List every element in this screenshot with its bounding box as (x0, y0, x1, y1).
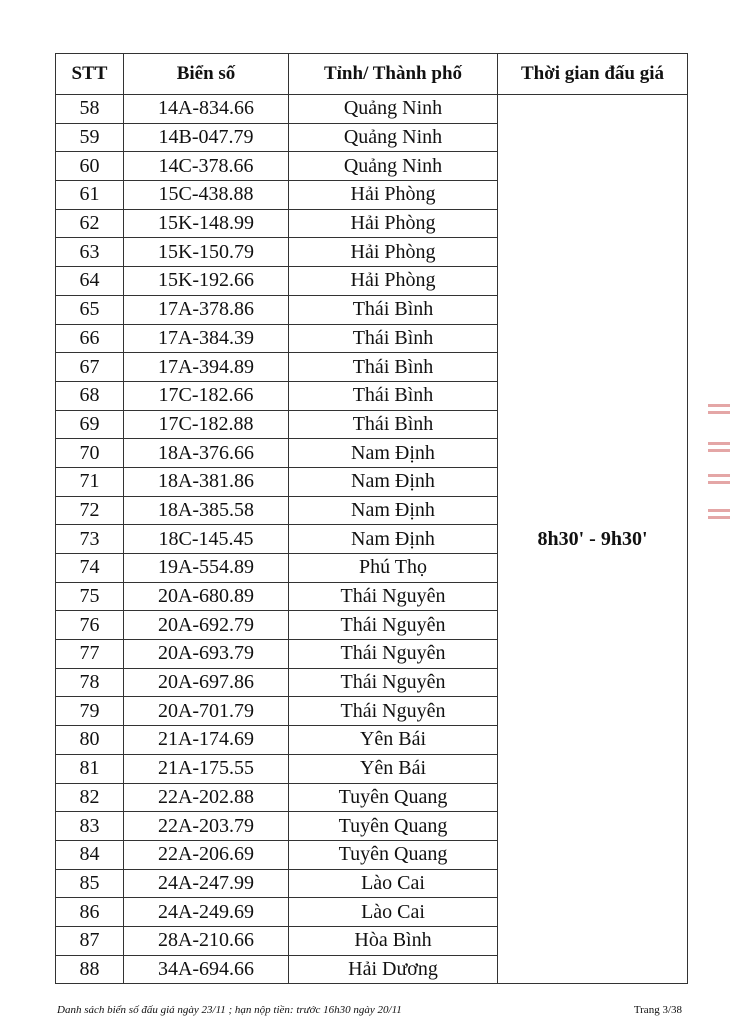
cell-plate: 15K-148.99 (124, 209, 289, 238)
cell-stt: 68 (56, 381, 124, 410)
cell-plate: 19A-554.89 (124, 554, 289, 583)
cell-stt: 63 (56, 238, 124, 267)
cell-plate: 21A-174.69 (124, 726, 289, 755)
cell-plate: 15K-150.79 (124, 238, 289, 267)
cell-stt: 76 (56, 611, 124, 640)
cell-province: Hải Phòng (289, 181, 498, 210)
cell-province: Thái Bình (289, 410, 498, 439)
cell-province: Lào Cai (289, 898, 498, 927)
cell-stt: 84 (56, 840, 124, 869)
cell-plate: 14C-378.66 (124, 152, 289, 181)
stamp-fragment (708, 438, 730, 458)
cell-province: Phú Thọ (289, 554, 498, 583)
cell-plate: 17C-182.88 (124, 410, 289, 439)
cell-plate: 24A-249.69 (124, 898, 289, 927)
cell-stt: 77 (56, 640, 124, 669)
cell-province: Tuyên Quang (289, 840, 498, 869)
cell-province: Thái Bình (289, 295, 498, 324)
cell-stt: 81 (56, 754, 124, 783)
table-header-row (56, 54, 688, 95)
cell-stt: 67 (56, 353, 124, 382)
cell-province: Nam Định (289, 467, 498, 496)
cell-stt: 85 (56, 869, 124, 898)
cell-plate: 18C-145.45 (124, 525, 289, 554)
cell-province: Yên Bái (289, 726, 498, 755)
cell-stt: 71 (56, 467, 124, 496)
cell-province: Quảng Ninh (289, 95, 498, 124)
cell-plate: 20A-697.86 (124, 668, 289, 697)
table-row (56, 95, 688, 124)
cell-stt: 62 (56, 209, 124, 238)
cell-stt: 83 (56, 812, 124, 841)
stamp-fragment (708, 505, 730, 525)
cell-province: Hải Phòng (289, 267, 498, 296)
cell-plate: 20A-680.89 (124, 582, 289, 611)
cell-plate: 14A-834.66 (124, 95, 289, 124)
cell-stt: 74 (56, 554, 124, 583)
cell-stt: 73 (56, 525, 124, 554)
table-body (56, 95, 688, 984)
cell-plate: 20A-692.79 (124, 611, 289, 640)
cell-stt: 65 (56, 295, 124, 324)
cell-province: Thái Bình (289, 353, 498, 382)
footer-note: Danh sách biển số đấu giá ngày 23/11 ; hạn nộp tiền: trước 16h30 ngày 20/11 (57, 1004, 402, 1016)
cell-plate: 20A-693.79 (124, 640, 289, 669)
cell-plate: 15K-192.66 (124, 267, 289, 296)
cell-stt: 69 (56, 410, 124, 439)
cell-province: Hải Phòng (289, 238, 498, 267)
cell-plate: 22A-206.69 (124, 840, 289, 869)
cell-plate: 17A-384.39 (124, 324, 289, 353)
cell-province: Yên Bái (289, 754, 498, 783)
cell-stt: 72 (56, 496, 124, 525)
cell-stt: 87 (56, 926, 124, 955)
cell-plate: 20A-701.79 (124, 697, 289, 726)
cell-plate: 18A-376.66 (124, 439, 289, 468)
cell-stt: 60 (56, 152, 124, 181)
cell-stt: 75 (56, 582, 124, 611)
cell-province: Quảng Ninh (289, 123, 498, 152)
header-province: Tỉnh/ Thành phố (289, 54, 498, 95)
cell-plate: 28A-210.66 (124, 926, 289, 955)
cell-province: Thái Nguyên (289, 582, 498, 611)
cell-stt: 78 (56, 668, 124, 697)
cell-plate: 17C-182.66 (124, 381, 289, 410)
cell-province: Tuyên Quang (289, 783, 498, 812)
cell-province: Lào Cai (289, 869, 498, 898)
cell-stt: 59 (56, 123, 124, 152)
cell-stt: 79 (56, 697, 124, 726)
header-plate: Biển số (124, 54, 289, 95)
header-stt: STT (56, 54, 124, 95)
cell-stt: 80 (56, 726, 124, 755)
cell-plate: 18A-385.58 (124, 496, 289, 525)
cell-plate: 21A-175.55 (124, 754, 289, 783)
cell-stt: 70 (56, 439, 124, 468)
cell-plate: 17A-394.89 (124, 353, 289, 382)
cell-stt: 64 (56, 267, 124, 296)
cell-province: Hải Dương (289, 955, 498, 984)
cell-stt: 66 (56, 324, 124, 353)
cell-province: Thái Nguyên (289, 697, 498, 726)
cell-plate: 22A-202.88 (124, 783, 289, 812)
cell-stt: 82 (56, 783, 124, 812)
cell-province: Tuyên Quang (289, 812, 498, 841)
cell-province: Nam Định (289, 525, 498, 554)
cell-plate: 17A-378.86 (124, 295, 289, 324)
cell-province: Thái Bình (289, 324, 498, 353)
cell-stt: 88 (56, 955, 124, 984)
cell-plate: 15C-438.88 (124, 181, 289, 210)
cell-province: Thái Nguyên (289, 611, 498, 640)
auction-plate-table (55, 53, 688, 984)
cell-stt: 61 (56, 181, 124, 210)
stamp-fragment (708, 470, 730, 490)
cell-auction-time: 8h30' - 9h30' (498, 95, 688, 984)
cell-plate: 18A-381.86 (124, 467, 289, 496)
cell-province: Thái Nguyên (289, 668, 498, 697)
cell-province: Thái Nguyên (289, 640, 498, 669)
cell-province: Quảng Ninh (289, 152, 498, 181)
page-number: Trang 3/38 (633, 1004, 682, 1016)
cell-stt: 86 (56, 898, 124, 927)
cell-stt: 58 (56, 95, 124, 124)
cell-province: Nam Định (289, 496, 498, 525)
cell-plate: 24A-247.99 (124, 869, 289, 898)
cell-province: Nam Định (289, 439, 498, 468)
stamp-fragment (708, 400, 730, 420)
cell-province: Thái Bình (289, 381, 498, 410)
cell-plate: 22A-203.79 (124, 812, 289, 841)
cell-province: Hòa Bình (289, 926, 498, 955)
cell-plate: 14B-047.79 (124, 123, 289, 152)
cell-plate: 34A-694.66 (124, 955, 289, 984)
header-time: Thời gian đấu giá (498, 54, 688, 95)
cell-province: Hải Phòng (289, 209, 498, 238)
